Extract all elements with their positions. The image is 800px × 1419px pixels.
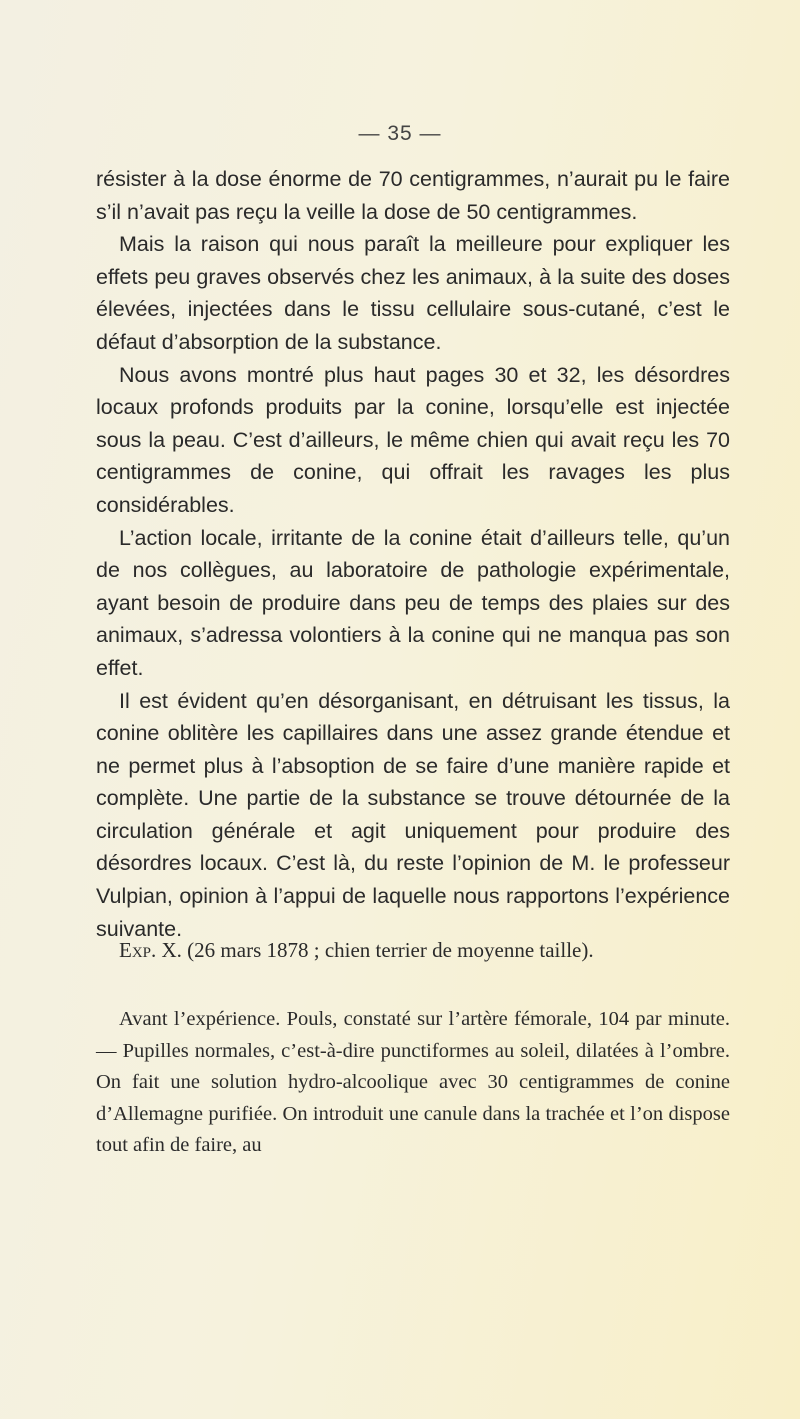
paragraph-2: Mais la raison qui nous paraît la meilleure pour expliquer les effets peu graves observés chez les animaux, à la suite des doses élevées, injectées dans le tissu cellulaire sous-cutané, c’est le défaut d’absorption de la substance. bbox=[96, 232, 730, 354]
page-number: — 35 — bbox=[358, 122, 442, 145]
main-text bbox=[96, 163, 730, 945]
paragraph-3: Nous avons montré plus haut pages 30 et 32, les désordres locaux profonds produits par la conine, lorsqu’elle est injectée sous la peau. C’est d’ailleurs, le même chien qui avait reçu les 70 centigrammes de conine, qui offrait les ravages les plus considérables. bbox=[96, 362, 730, 517]
experiment-heading bbox=[119, 935, 730, 965]
paragraph-5: Il est évident qu’en désorganisant, en détruisant les tissus, la conine oblitère les capillaires dans une assez grande étendue et ne permet plus à l’absoption de se faire d’une manière rapide et complète. Une partie de la substance se trouve détournée de la circulation générale et agit uniquement pour produire des désordres locaux. C’est là, du reste l’opinion de M. le professeur Vulpian, opinion à l’appui de laquelle nous rapportons l’expérience suivante. bbox=[96, 688, 730, 941]
experiment-title: (26 mars 1878 ; chien terrier de moyenne taille). bbox=[187, 938, 594, 962]
paragraph-4: L’action locale, irritante de la conine était d’ailleurs telle, qu’un de nos collègues, au laboratoire de pathologie expérimentale, ayant besoin de produire dans peu de temps des plaies sur des animaux, s’adressa volontiers à la conine qui ne manqua pas son effet. bbox=[96, 525, 730, 680]
experiment-text-block bbox=[96, 1004, 730, 1162]
experiment-text: Avant l’expérience. Pouls, constaté sur l’artère fémorale, 104 par minute. — Pupilles normales, c’est-à-dire punctiformes au soleil, dilatées à l’ombre. On fait une solution hydro-alcoolique avec 30 centigrammes de conine d’Allemagne purifiée. On introduit une canule dans la trachée et l’on dispose tout afin de faire, au bbox=[96, 1008, 730, 1156]
paragraph-1: résister à la dose énorme de 70 centigrammes, n’aurait pu le faire s’il n’avait pas reçu la veille la dose de 50 centigrammes. bbox=[96, 167, 730, 224]
experiment-label: Exp. X. bbox=[119, 938, 182, 962]
